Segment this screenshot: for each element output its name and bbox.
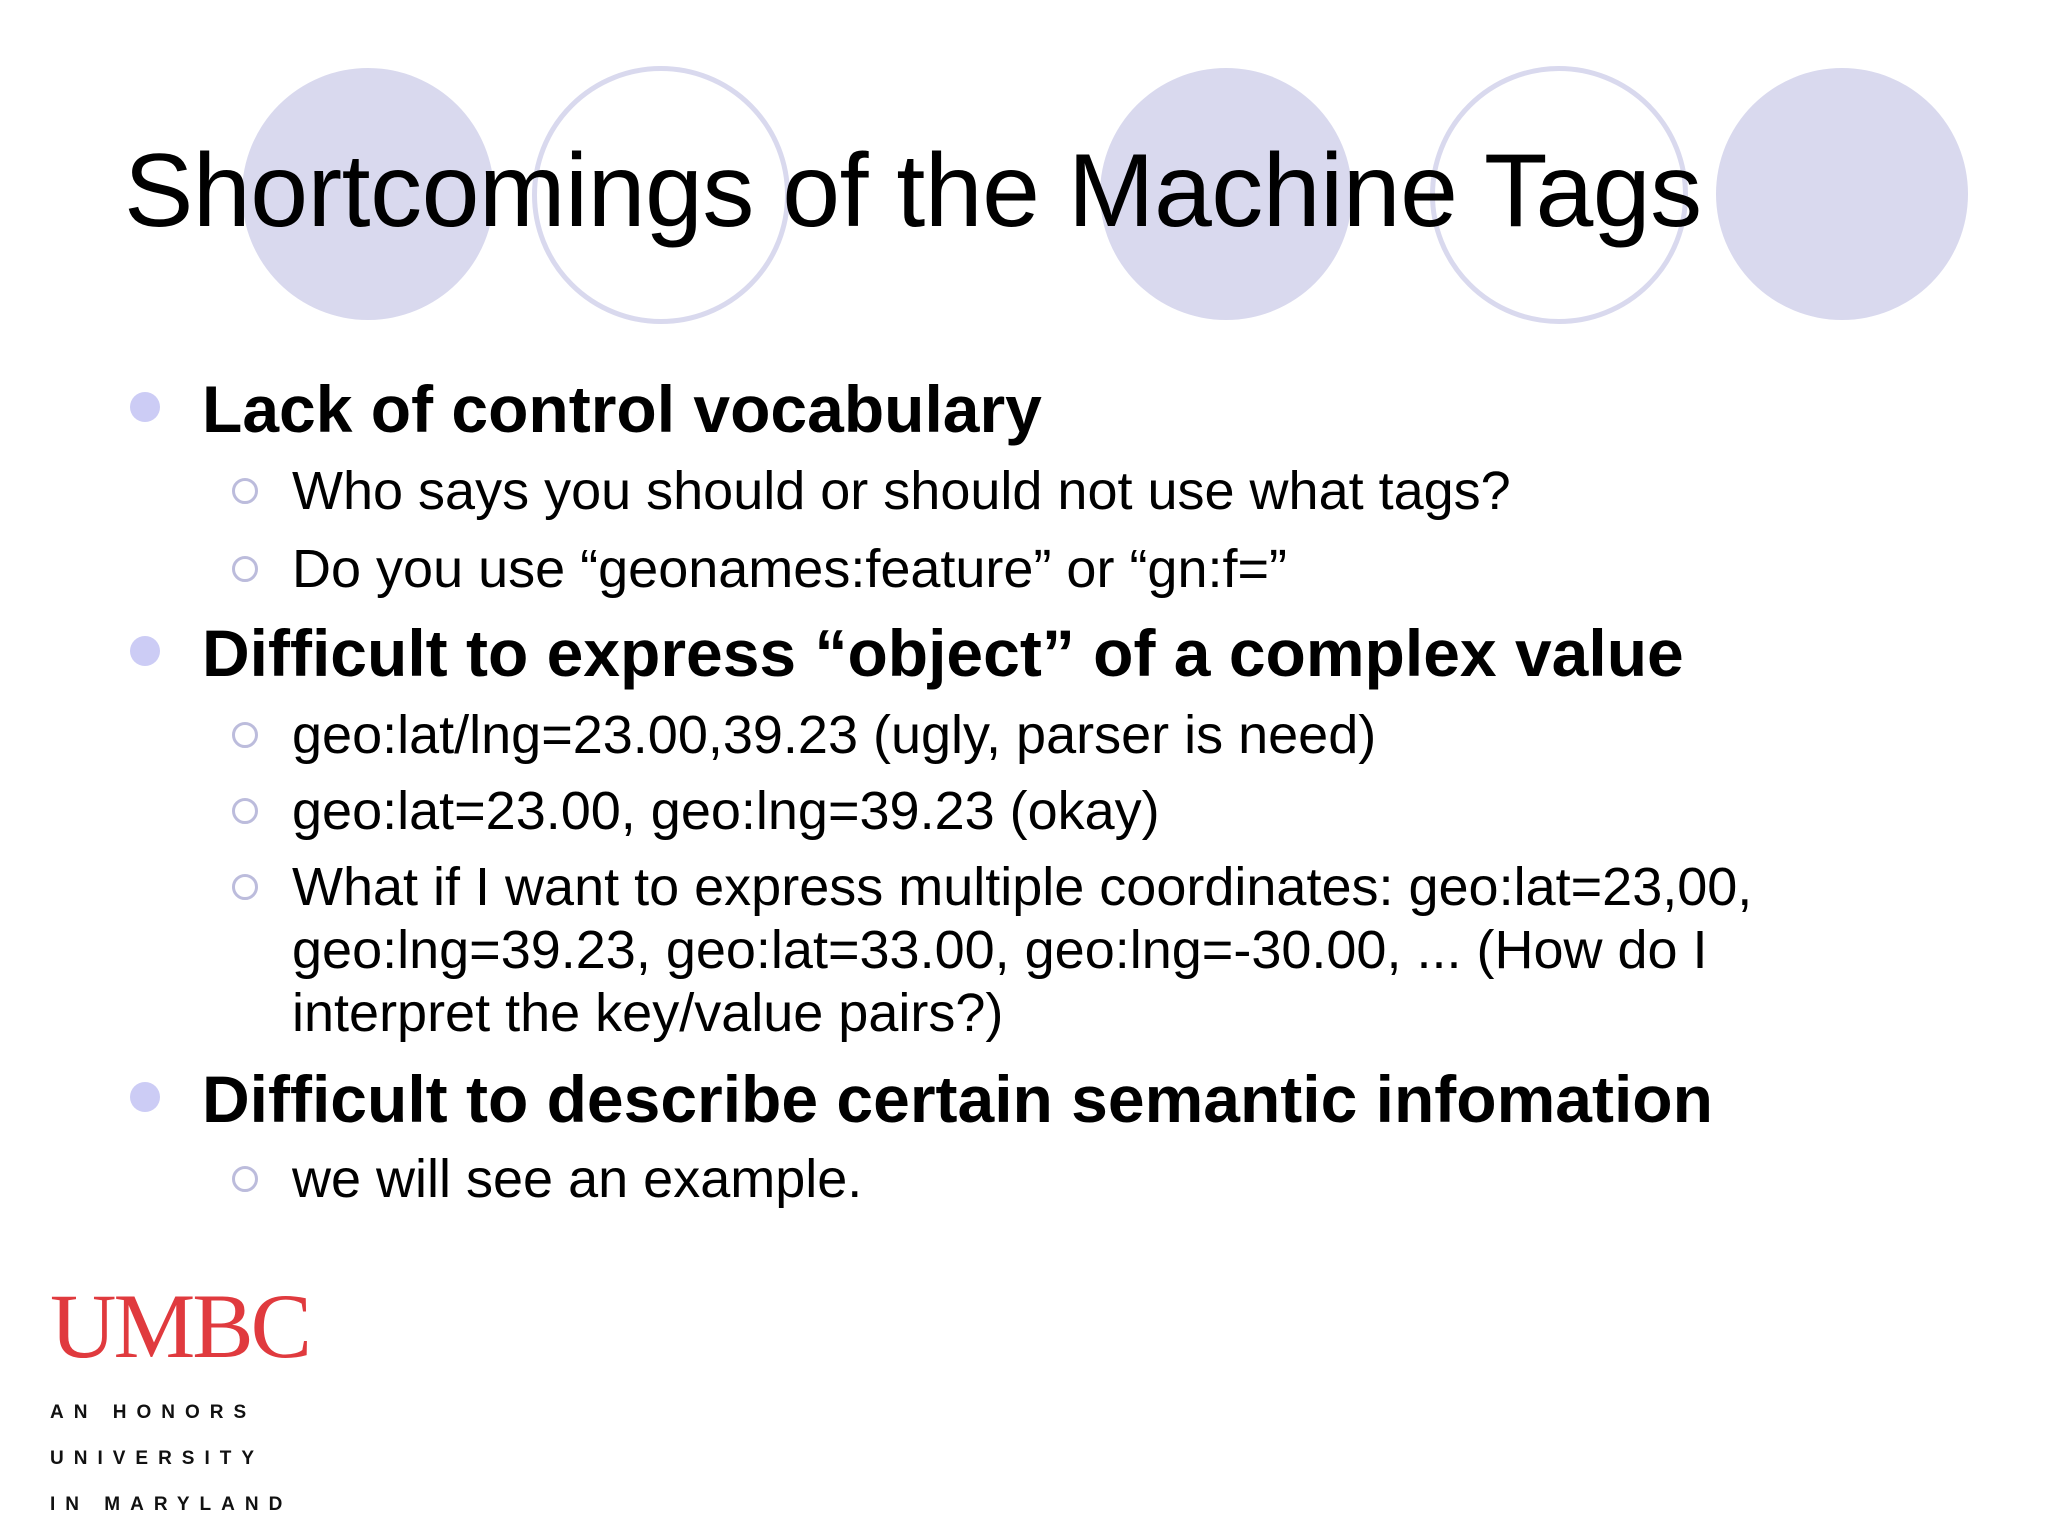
logo-tagline-3: IN MARYLAND <box>50 1494 293 1515</box>
bullet-icon <box>130 1082 160 1112</box>
logo-wordmark: UMBC <box>50 1275 309 1377</box>
logo-tagline-2: UNIVERSITY <box>50 1448 265 1469</box>
sub-bullet-1-2: Do you use “geonames:feature” or “gn:f=” <box>292 539 1288 599</box>
sub-bullet-2-1: geo:lat/lng=23.00,39.23 (ugly, parser is need) <box>292 705 1377 765</box>
sub-bullet-2-3-line1: What if I want to express multiple coordinates: geo:lat=23,00, <box>292 857 1753 917</box>
sub-bullet-icon <box>232 478 258 504</box>
sub-bullet-2-3-line3: interpret the key/value pairs?) <box>292 983 1004 1043</box>
sub-bullet-icon <box>232 874 258 900</box>
sub-bullet-icon <box>232 1166 258 1192</box>
sub-bullet-2-2: geo:lat=23.00, geo:lng=39.23 (okay) <box>292 781 1160 841</box>
sub-bullet-icon <box>232 722 258 748</box>
sub-bullet-icon <box>232 798 258 824</box>
logo-tagline-1: AN HONORS <box>50 1402 257 1423</box>
sub-bullet-icon <box>232 556 258 582</box>
bullet-1: Lack of control vocabulary <box>202 372 1042 446</box>
bullet-3: Difficult to describe certain semantic infomation <box>202 1062 1713 1136</box>
sub-bullet-1-1: Who says you should or should not use what tags? <box>292 461 1511 521</box>
bullet-2: Difficult to express “object” of a complex value <box>202 616 1684 690</box>
umbc-logo <box>50 1275 309 1528</box>
bullet-icon <box>130 392 160 422</box>
slide-title: Shortcomings of the Machine Tags <box>124 133 1702 249</box>
sub-bullet-2-3-line2: geo:lng=39.23, geo:lat=33.00, geo:lng=-30.00, ... (How do I <box>292 920 1708 980</box>
sub-bullet-3-1: we will see an example. <box>292 1149 863 1209</box>
bullet-icon <box>130 636 160 666</box>
